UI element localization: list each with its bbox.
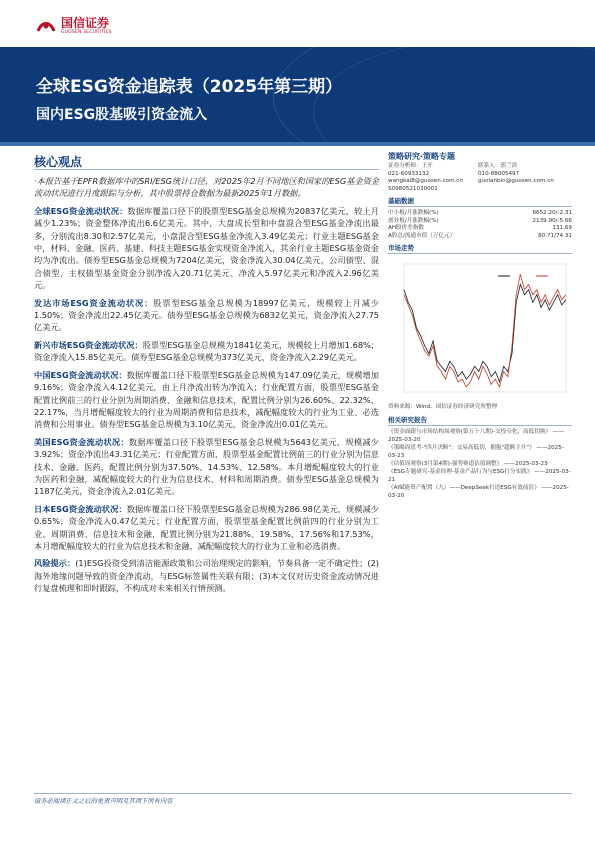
basic-key: AH股价差指数 [388, 225, 425, 232]
risk-body: (1)ESG投资受到清洁能源政策和公司治理规定的影响，节奏具备一定不确定性；(2)海外地缘问题导致的资金净流动，与ESG标签属性关联有限；(3)本文仅对历史资金流动情况进行复盘梳理和即时跟踪，不构成对未来相关行情预测。 [34, 558, 379, 594]
risk-warning [34, 557, 379, 594]
basic-value: 6652.20/-2.31 [532, 210, 572, 217]
section-emerging [34, 339, 379, 364]
related-reports-list [388, 429, 572, 500]
logo-cn: 国信证券 [61, 16, 110, 30]
basic-key: A股总/流通市值（万亿元） [388, 232, 456, 239]
section-us [34, 436, 379, 498]
analyst-phone: 021-60933132 [388, 170, 430, 177]
section-heading: 全球ESG资金流动状况： [34, 205, 128, 216]
section-global [34, 205, 379, 292]
chart-series-line-1 [404, 285, 566, 382]
analyst-email[interactable]: wangkai8@guosen.com.cn [388, 178, 463, 185]
report-title: 全球ESG资金追踪表（2025年第三期） [36, 77, 343, 97]
section-heading: 发达市场ESG资金流动状况： [34, 297, 154, 308]
section-heading: 日本ESG资金流动状况： [34, 503, 127, 514]
analyst-email[interactable]: guolanbin@guosen.com.cn [478, 178, 554, 185]
risk-heading: 风险提示： [34, 558, 76, 569]
related-report-link[interactable]: 《资金面跟与市场结构周观察(第五十八期)-交投分化，高低切换》 ——2025-03-20 [388, 429, 564, 443]
core-views-title: 核心观点 [34, 155, 83, 169]
footer-disclaimer: 请务必阅读正文之后的免责声明及其项下所有内容 [34, 798, 173, 805]
intro-paragraph: ·本报告基于EPFR数据库中的SRI/ESG统计口径，对2025年2月不同地区和国家的ESG基金资金流动状况进行月度跟踪与分析，其中股票持仓数据为最新2025年1月数据。 [34, 176, 379, 199]
market-trend-title: 市场走势 [388, 245, 572, 254]
basic-row [388, 233, 572, 240]
section-heading: 新兴市场ESG资金流动状况： [34, 339, 143, 350]
section-body: 数据库覆盖口径下的股票型ESG基金总规模为20837亿美元，较上月减少1.23%；资金整体净流出6.6亿美元。其中，大盘成长型和中盘混合型ESG基金净流出最多，分别流出8.30和2.57亿美元，小盘混合型ESG基金净流入3.49亿美元；行业主题ESG基金中，材料、金融、医药、基建、科技主题ESG基金实现资金净流入，其余行业主题ESG基金资金均为净流出。债券型ESG基金总规模为7204亿美元，资金净流入30.04亿美元，公司债型、混合债型、主权债型基金资金分别净流入20.71亿美元、净流入5.97亿美元和净流入2.96亿美元。 [34, 205, 379, 291]
section-body: 数据库覆盖口径下股票型ESG基金总规模为147.09亿美元，规模增加9.16%；资金净流入4.12亿美元，由上月净流出转为净流入；行业配置方面，股票型ESG基金配置比例前三的行业分别为周期消费、金融和信息技术，配置比例分别为26.60%、22.32%、22.17%，当月增配幅度较大的行业为周期消费和信息技术，减配幅度较大的行业为工业、必选消费和公用事业。债券型ESG基金总规模为3.10亿美元，资金净流出0.01亿美元。 [34, 369, 379, 430]
section-japan [34, 503, 379, 553]
basic-value: 131.69 [552, 225, 572, 232]
related-report-link[interactable]: 《AI赋能资产配置（九）——DeepSeek打造ESG有效前沿》 ——2025-03-20 [388, 485, 569, 499]
basic-key: 创业板/月涨跌幅(%) [388, 217, 439, 224]
related-report-link[interactable]: 《策略周思考-"四月决断"：交易高低切、拥抱"超额主升"》 ——2025-03-23 [388, 445, 564, 459]
analyst-name: 联系人：郭兰滨 [478, 163, 518, 170]
logo-en: GUOSEN SECURITIES [61, 30, 112, 35]
section-body: 数据库覆盖口径下股票型ESG基金总规模为5643亿美元，规模减少3.92%；资金净流出43.31亿美元；行业配置方面，股票型基金配置比例前三的行业分别为信息技术、金融、医药，配置比例分别为37.50%、14.53%、12.58%。本月增配幅度较大的行业为医药和金融，减配幅度较大的行业为信息技术、材料和周期消费。债券型ESG基金总规模为1187亿美元，资金净流入2.01亿美元。 [34, 436, 379, 497]
market-trend-chart [388, 254, 572, 402]
analyst-name: 证券分析师：王开 [388, 163, 433, 170]
basic-data-table [388, 210, 572, 240]
chart-series-line-2 [404, 275, 566, 388]
basic-key: 中小板/月涨跌幅(%) [388, 210, 439, 217]
section-body: 数据库覆盖口径下股票型ESG基金总规模为286.98亿美元，规模减少0.65%；资金净流入0.47亿美元；行业配置方面，股票型基金配置比例前四的行业分别为工业、周期消费、信息技术和金融，配置比例分别为21.88%、19.58%、17.56%和17.53%，本月增配幅度较大的行业为信息技术和金融，减配幅度较大的行业为工业和必选消费。 [34, 503, 379, 551]
related-report-link[interactable]: 《估值周观察(3月第4期)-强势赛道估值调整》 ——2025-03-23 [388, 460, 548, 467]
basic-row [388, 225, 572, 232]
guosen-logo-icon [36, 17, 56, 35]
section-developed [34, 297, 379, 334]
analyst-block [388, 163, 572, 193]
basic-value: 80.71/74.31 [538, 232, 572, 239]
sidebar [388, 153, 572, 501]
section-china [34, 369, 379, 431]
analyst-phone: 010-88005497 [478, 170, 520, 177]
report-subtitle: 国内ESG股基吸引资金流入 [36, 107, 208, 123]
banner-divider [0, 142, 595, 146]
core-divider [34, 169, 379, 170]
analyst-2 [478, 163, 568, 193]
related-reports-title: 相关研究报告 [388, 417, 572, 426]
logo [36, 17, 112, 35]
main-body [34, 175, 379, 600]
section-heading: 中国ESG资金流动状况： [34, 369, 127, 380]
analyst-1 [388, 163, 478, 193]
report-category: 策略研究·策略专题 [388, 152, 456, 161]
section-heading: 美国ESG资金流动状况： [34, 436, 129, 447]
footer-divider [34, 793, 572, 794]
section-body: 股票型ESG基金总规模为1841亿美元，规模较上月增加1.68%；资金净流入15.85亿美元。债券型ESG基金总规模为373亿美元，资金净流入2.29亿美元。 [34, 339, 379, 363]
intro-text: 本报告基于EPFR数据库中的SRI/ESG统计口径，对2025年2月不同地区和国家的ESG基金资金流动状况进行月度跟踪与分析，其中股票持仓数据为最新2025年1月数据。 [34, 176, 379, 199]
chart-source: 资料来源：Wind、国信证券经济研究所整理 [388, 404, 498, 411]
market-trend-svg [388, 254, 572, 402]
analyst-cert: S0980521030001 [388, 185, 438, 192]
basic-value: 2139.90/-5.66 [532, 217, 572, 224]
basic-data-title: 基础数据 [388, 198, 572, 207]
section-body: 股票型ESG基金总规模为18997亿美元，规模较上月减少1.50%；资金净流出22.45亿美元。债券型ESG基金总规模为6832亿美元，资金净流入27.75亿美元。 [34, 297, 379, 333]
chart-plot-area [404, 264, 566, 392]
basic-row [388, 210, 572, 217]
related-report-link[interactable]: 《ESG专题研究-基金经理-基金产品行为与ESG打分实践》 ——2025-03-21 [388, 469, 571, 483]
